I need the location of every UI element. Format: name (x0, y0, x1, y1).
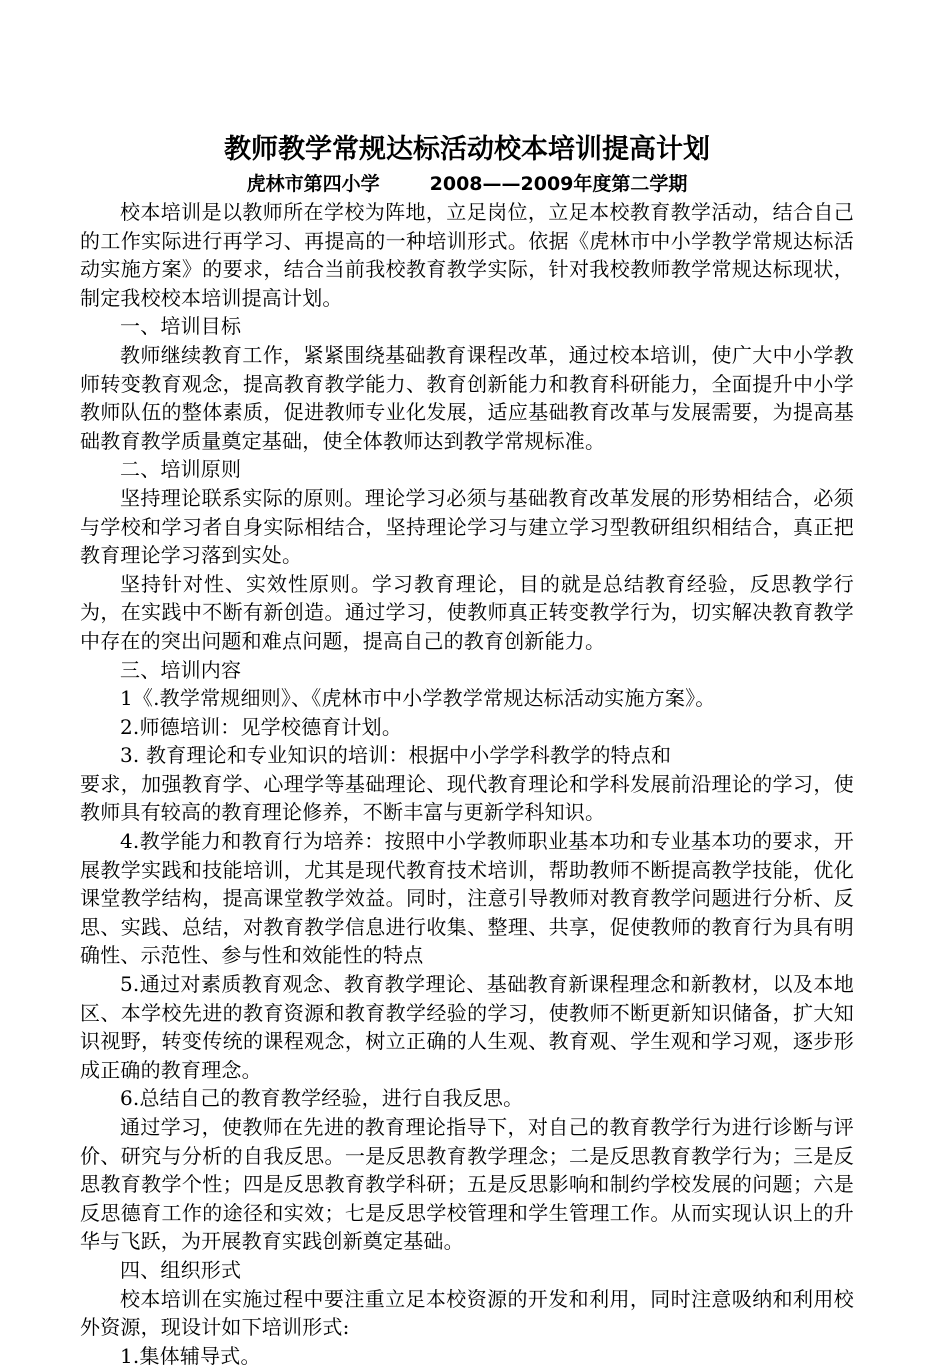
paragraph: 坚持针对性、实效性原则。学习教育理论，目的就是总结教育经验，反思教学行为，在实践中不断有新创造。通过学习，使教师真正转变教学行为，切实解决教育教学中存在的突出问题和难点问题，提高自己的教育创新能力。 (80, 571, 854, 653)
paragraph: 校本培训在实施过程中要注重立足本校资源的开发和利用，同时注意吸纳和利用校外资源，现设计如下培训形式: (80, 1286, 854, 1340)
section-heading: 一、培训目标 (120, 314, 242, 339)
paragraph: 2.师德培训：见学校德育计划。 (120, 714, 403, 739)
school-term: 2008——2009年度第二学期 (429, 173, 688, 195)
paragraph: 1.集体辅导式。 (120, 1343, 261, 1368)
section-heading: 二、培训原则 (120, 457, 242, 482)
document-subtitle (80, 170, 854, 198)
document-page (80, 130, 854, 1370)
paragraph: 5.通过对素质教育观念、教育教学理论、基础教育新课程理念和新教材，以及本地区、本学校先进的教育资源和教育教学经验的学习，使教师不断更新知识储备，扩大知识视野，转变传统的课程观念，树立正确的人生观、教育观、学生观和学习观，逐步形成正确的教育理念。 (80, 972, 854, 1082)
paragraph: 1《.教学常规细则》、《虎林市中小学教学常规达标活动实施方案》。 (120, 686, 716, 711)
document-title: 教师教学常规达标活动校本培训提高计划 (224, 134, 710, 165)
paragraph: 6.总结自己的教育教学经验，进行自我反思。 (120, 1086, 524, 1111)
section-heading: 四、组织形式 (120, 1257, 242, 1282)
paragraph: 校本培训是以教师所在学校为阵地，立足岗位，立足本校教育教学活动，结合自己的工作实际进行再学习、再提高的一种培训形式。依据《虎林市中小学教学常规达标活动实施方案》的要求，结合当前我校教育教学实际，针对我校教师教学常规达标现状，制定我校校本培训提高计划。 (80, 200, 854, 310)
paragraph: 坚持理论联系实际的原则。理论学习必须与基础教育改革发展的形势相结合，必须与学校和学习者自身实际相结合，坚持理论学习与建立学习型教研组织相结合，真正把教育理论学习落到实处。 (80, 485, 854, 568)
paragraph: 要求，加强教育学、心理学等基础理论、现代教育理论和学科发展前沿理论的学习，使教师具有较高的教育理论修养，不断丰富与更新学科知识。 (80, 771, 854, 825)
section-heading: 三、培训内容 (120, 657, 242, 682)
school-name: 虎林市第四小学 (246, 173, 380, 195)
paragraph: 4.教学能力和教育行为培养：按照中小学教师职业基本功和专业基本功的要求，开展教学实践和技能培训，尤其是现代教育技术培训，帮助教师不断提高教学技能，优化课堂教学结构，提高课堂教学效益。同时，注意引导教师对教育教学问题进行分析、反思、实践、总结，对教育教学信息进行收集、整理、共享，促使教师的教育行为具有明确性、示范性、参与性和效能性的特点 (80, 829, 854, 968)
document-body (80, 198, 854, 1370)
paragraph: 教师继续教育工作，紧紧围绕基础教育课程改革，通过校本培训，使广大中小学教师转变教育观念，提高教育教学能力、教育创新能力和教育科研能力，全面提升中小学教师队伍的整体素质，促进教师专业化发展，适应基础教育改革与发展需要，为提高基础教育教学质量奠定基础，使全体教师达到教学常规标准。 (80, 342, 854, 453)
paragraph: 通过学习，使教师在先进的教育理论指导下，对自己的教育教学行为进行诊断与评价、研究与分析的自我反思。一是反思教育教学理念；二是反思教育教学行为；三是反思教育教学个性；四是反思教育教学科研；五是反思影响和制约学校发展的问题；六是反思德育工作的途径和实效；七是反思学校管理和学生管理工作。从而实现认识上的升华与飞跃，为开展教育实践创新奠定基础。 (80, 1115, 854, 1254)
paragraph: 3. 教育理论和专业知识的培训：根据中小学学科教学的特点和 (120, 743, 672, 768)
